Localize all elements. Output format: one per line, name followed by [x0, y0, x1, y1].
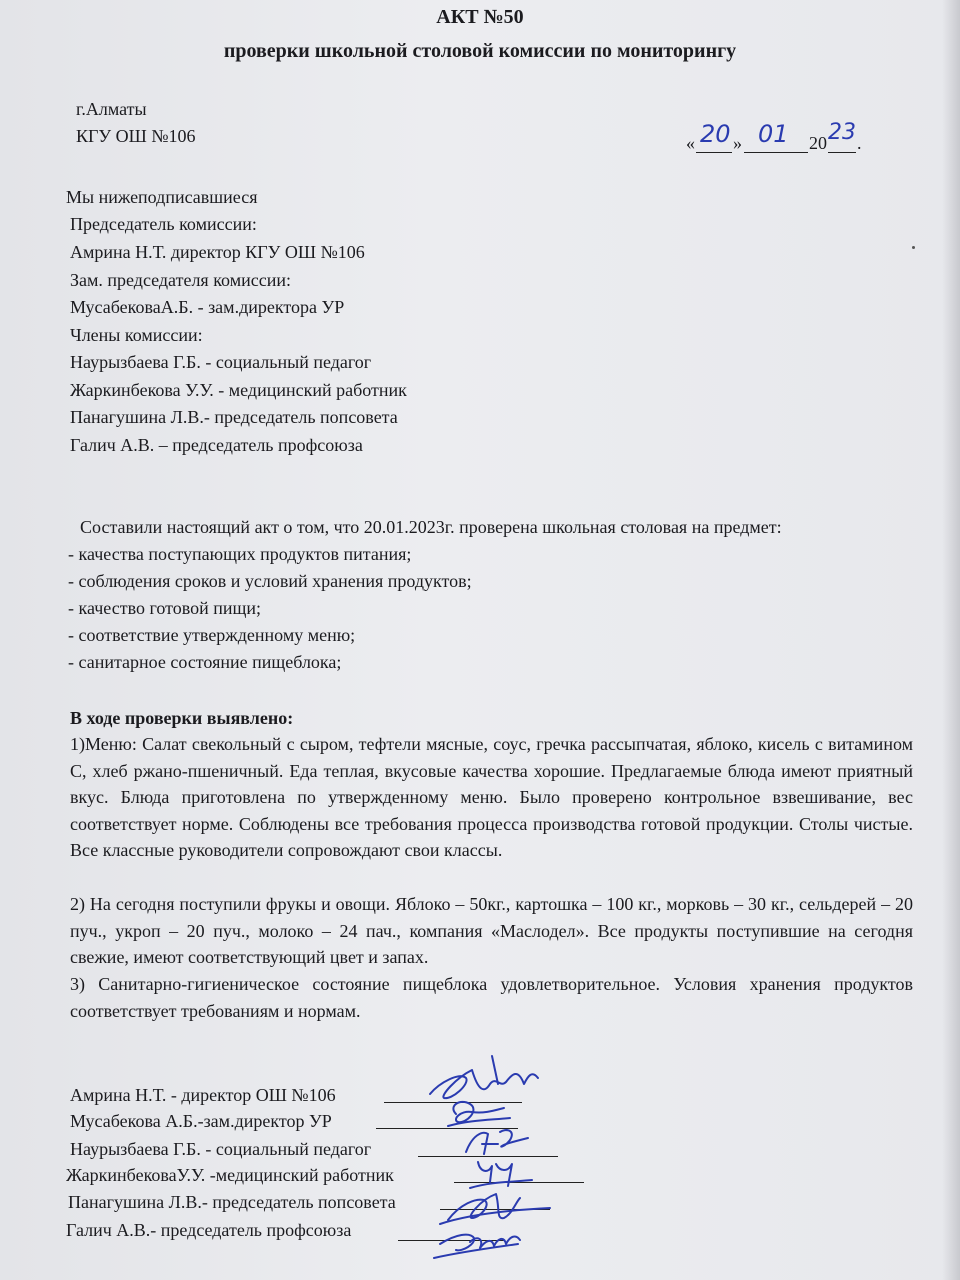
signatory: Мусабекова А.Б.-зам.директор УР	[70, 1111, 332, 1131]
committee-line: Наурызбаева Г.Б. - социальный педагог	[70, 352, 372, 372]
inspection-item: - качество готовой пищи;	[68, 598, 262, 618]
date-year-handwritten: 23	[828, 120, 856, 145]
date-open-quote: «	[686, 133, 695, 153]
findings-heading: В ходе проверки выявлено:	[70, 708, 294, 728]
page-edge-shadow	[942, 0, 960, 1280]
committee-line: Панагушина Л.В.- председатель попсовета	[70, 407, 398, 427]
committee-line: Председатель комиссии:	[70, 214, 257, 234]
organization: КГУ ОШ №106	[76, 126, 196, 146]
committee-line: Жаркинбекова У.У. - медицинский работник	[70, 380, 407, 400]
date-close-quote: »	[733, 133, 742, 153]
act-subtitle: проверки школьной столовой комиссии по мониторингу	[223, 40, 737, 62]
date-month-handwritten: 01	[758, 120, 789, 148]
committee-line: МусабековаА.Б. - зам.директора УР	[70, 297, 345, 317]
inspection-item: - соответствие утвержденному меню;	[68, 625, 356, 645]
date-day-handwritten: 20	[700, 120, 731, 148]
act-intro: Составили настоящий акт о том, что 20.01.2023г. проверена школьная столовая на предмет:	[80, 517, 782, 537]
signatory: Наурызбаева Г.Б. - социальный педагог	[70, 1139, 372, 1159]
signature-panagushina	[440, 1194, 550, 1224]
finding-paragraph-2: 2) На сегодня поступили фрукы и овощи. Яблоко – 50кг., картошка – 100 кг., морковь – 30 кг., сельдерей – 20 пуч., укроп – 20 пуч., молоко – 24 пач., компания «Маслодел». Все продукты поступившие на сегодня свежие, имеют соответствующий цвет и запах.	[70, 894, 913, 967]
signatory: Амрина Н.Т. - директор ОШ №106	[70, 1085, 336, 1105]
signatory: Панагушина Л.В.- председатель попсовета	[68, 1192, 396, 1212]
inspection-item: - качества поступающих продуктов питания;	[68, 544, 412, 564]
inspection-item: - соблюдения сроков и условий хранения продуктов;	[68, 571, 472, 591]
finding-paragraph-3: 3) Санитарно-гигиеническое состояние пищеблока удовлетворительное. Условия хранения продуктов соответствует требованиям и нормам.	[70, 974, 913, 1021]
signatory: Галич А.В.- председатель профсоюза	[66, 1220, 352, 1240]
committee-line: Зам. председателя комиссии:	[70, 270, 291, 290]
paper-speck	[912, 246, 915, 249]
city: г.Алматы	[76, 99, 147, 119]
date-year-line	[828, 152, 856, 153]
committee-line: Члены комиссии:	[70, 325, 203, 345]
signatory: ЖаркинбековаУ.У. -медицинский работник	[66, 1165, 394, 1185]
signature-galich	[434, 1235, 520, 1258]
date-end: .	[857, 133, 862, 153]
date-year-prefix: 20	[809, 133, 827, 153]
act-title: АКТ №50	[436, 6, 524, 28]
finding-paragraph-1: 1)Меню: Салат свекольный с сыром, тефтели мясные, соус, гречка рассыпчатая, яблоко, кисель с витамином С, хлеб ржано-пшеничный. Еда теплая, вкусовые качества хорошие. Предлагаемые блюда имеют приятный вкус. Блюда приготовлена по утвержденному меню. Было проверено контрольное взвешивание, вес соответствует норме. Соблюдены все требования процесса производства готовой продукции. Столы чистые. Все классные руководители сопровождают свои классы.	[70, 734, 913, 860]
handwritten-signatures	[400, 1048, 600, 1280]
signature-musabekova	[448, 1102, 510, 1126]
signature-zharkinbekova	[470, 1162, 532, 1188]
date-month-line	[744, 152, 808, 153]
committee-line: Амрина Н.Т. директор КГУ ОШ №106	[70, 242, 365, 262]
committee-line: Галич А.В. – председатель профсоюза	[70, 435, 363, 455]
signature-amrina	[430, 1056, 538, 1098]
inspection-item: - санитарное состояние пищеблока;	[68, 652, 342, 672]
signature-naurzbaeva	[466, 1130, 528, 1154]
date-day-line	[696, 152, 732, 153]
committee-line: Мы нижеподписавшиеся	[66, 187, 258, 207]
